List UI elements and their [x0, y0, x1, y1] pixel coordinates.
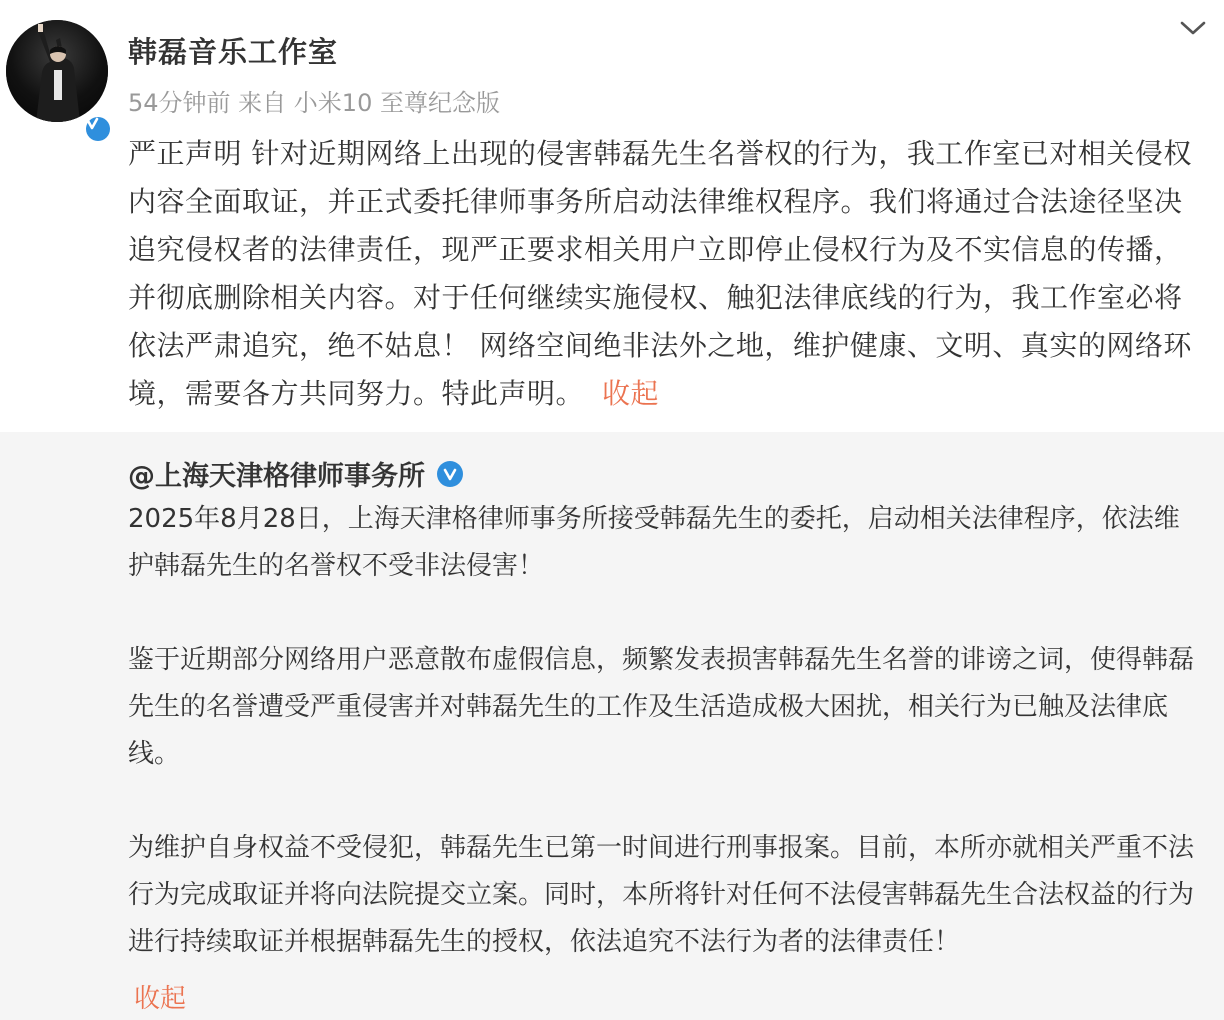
avatar-photo	[6, 20, 108, 122]
post-body: 严正声明 针对近期网络上出现的侵害韩磊先生名誉权的行为，我工作室已对相关侵权内容全面取证，并正式委托律师事务所启动法律维权程序。我们将通过合法途径坚决追究侵权者的法律责任，现严正要求相关用户立即停止侵权行为及不实信息的传播，并彻底删除相关内容。对于任何继续实施侵权、触犯法律底线的行为，我工作室必将依法严肃追究，绝不姑息！ 网络空间绝非法外之地，维护健康、文明、真实的网络环境，需要各方共同努力。特此声明。	[128, 137, 1192, 410]
chevron-down-icon[interactable]	[1178, 16, 1208, 40]
repost-paragraph: 为维护自身权益不受侵犯，韩磊先生已第一时间进行刑事报案。目前，本所亦就相关严重不法行为完成取证并将向法院提交立案。同时，本所将针对任何不法侵害韩磊先生合法权益的行为进行持续取证并根据韩磊先生的授权，依法追究不法行为者的法律责任！	[128, 833, 1195, 957]
repost-collapse-link[interactable]: 收起	[134, 984, 187, 1014]
verified-badge-icon	[437, 461, 463, 487]
post-text	[128, 130, 1208, 418]
paragraph-gap	[128, 590, 1200, 637]
post-meta: 54分钟前 来自 小米10 至尊纪念版	[128, 89, 500, 117]
repost-text	[128, 496, 1200, 966]
repost-card	[0, 432, 1224, 1020]
paragraph-gap	[128, 778, 1200, 825]
verified-badge-icon	[84, 115, 112, 143]
collapse-link[interactable]: 收起	[602, 377, 660, 410]
repost-author[interactable]	[128, 454, 463, 493]
author-name[interactable]: 韩磊音乐工作室	[128, 35, 339, 69]
repost-author-name[interactable]: @上海天津格律师事务所	[128, 461, 425, 492]
avatar[interactable]	[6, 20, 108, 122]
repost-paragraph: 2025年8月28日，上海天津格律师事务所接受韩磊先生的委托，启动相关法律程序，依法维护韩磊先生的名誉权不受非法侵害！	[128, 504, 1180, 581]
repost-paragraph: 鉴于近期部分网络用户恶意散布虚假信息，频繁发表损害韩磊先生名誉的诽谤之词，使得韩磊先生的名誉遭受严重侵害并对韩磊先生的工作及生活造成极大困扰，相关行为已触及法律底线。	[128, 645, 1195, 769]
